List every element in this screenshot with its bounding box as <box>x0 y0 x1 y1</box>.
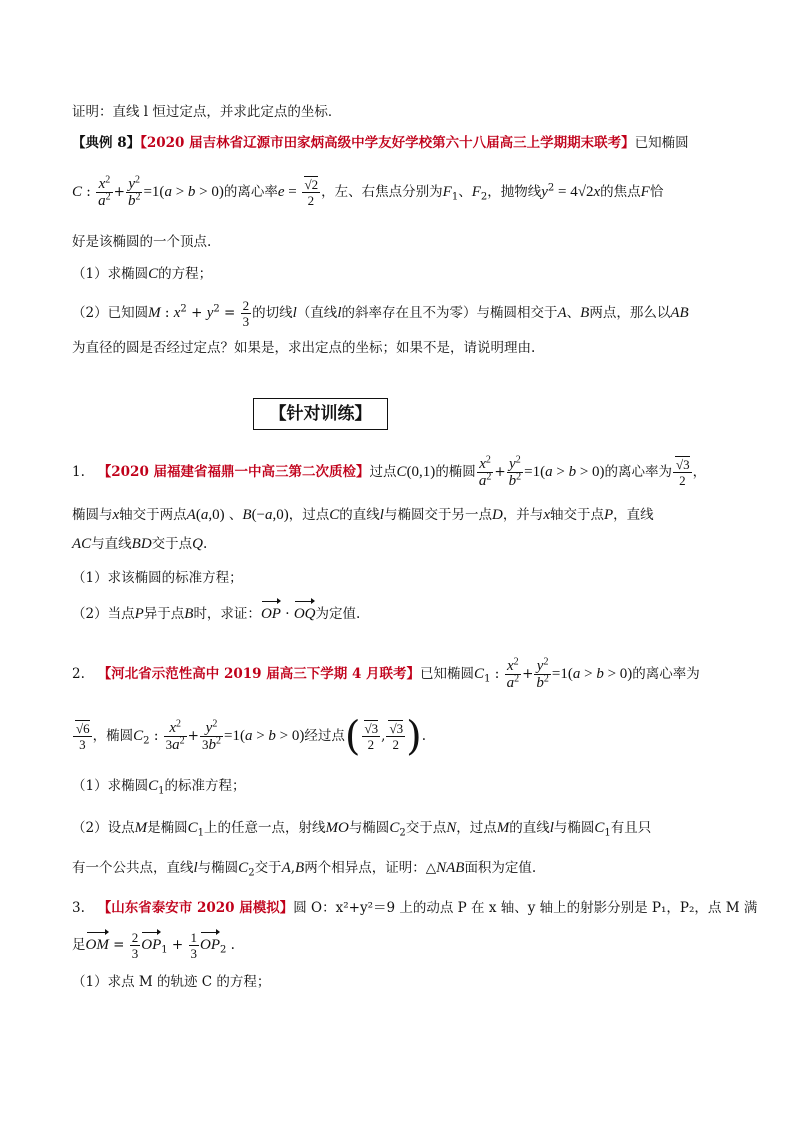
problem-3-question-1: （1）求点 M 的轨迹 C 的方程； <box>72 974 271 990</box>
problem-3-line-2: 足OM = $\frac{2}{3}$ $OP_1$ + $\frac{1}{3}$ $OP_2$ . <box>72 930 235 961</box>
problem-1-line-2: 椭圆与x轴交于两点A(a,0) 、B(−a,0)，过点C的直线l与椭圆交于另一点D，并与x轴交于点P，直线 <box>72 507 654 523</box>
problem-2-question-2-cont: 有一个公共点，直线l与椭圆$C_2$交于A,B两个相异点，证明：△NAB面积为定值. <box>72 860 537 879</box>
problem-2-line-1: 2. 【河北省示范性高中 2019 届高三下学期 4 月联考】已知椭圆$C_1$ : $\frac{x^2}{a^2}$ + $\frac{y^2}{b^2}$ =1(a > b > 0)的离心率为 <box>72 656 700 691</box>
example-8-ellipse-line: C : $\frac{x^2}{a^2}$ + $\frac{y^2}{b^2}$ =1(a > b > 0)的离心率e = $\frac{√2}{2}$ ，左、右焦点分别为$F_1$、$F_2$，抛物线$y^2 = 4√2x$的焦点F恰 <box>72 174 664 209</box>
example-8-question-2: （2）已知圆M : $x^2 + y^2$ = $\frac{2}{3}$ 的切线l（直线l的斜率存在且不为零）与椭圆相交于A、B两点，那么以AB <box>72 298 689 329</box>
example-8-header: 【典例 8】【2020 届吉林省辽源市田家炳高级中学友好学校第六十八届高三上学期期末联考】已知椭圆 <box>72 135 689 151</box>
proof-line: 证明：直线 l 恒过定点，并求此定点的坐标． <box>72 104 342 120</box>
problem-1-line-1: 1. 【2020 届福建省福鼎一中高三第二次质检】过点C(0,1)的椭圆 $\frac{x^2}{a^2}$ + $\frac{y^2}{b^2}$ =1(a > b > 0)的离心率为 $\frac{√3}{2}$ ， <box>72 454 707 489</box>
problem-1-question-2: （2）当点P异于点B时，求证：OP · OQ为定值. <box>72 606 361 622</box>
section-title: 【针对训练】 <box>253 398 388 430</box>
problem-1-source: 【2020 届福建省福鼎一中高三第二次质检】 <box>97 464 370 480</box>
example-8-question-2-cont: 为直径的圆是否经过定点？如果是，求出定点的坐标；如果不是，请说明理由. <box>72 340 536 356</box>
problem-1-question-1: （1）求该椭圆的标准方程； <box>72 570 243 586</box>
example-8-tag: 【典例 8】 <box>72 135 141 151</box>
problem-3-line-1: 3. 【山东省泰安市 2020 届模拟】圆 O：x²+y²＝9 上的动点 P 在 x 轴、y 轴上的射影分别是 P₁，P₂，点 M 满 <box>72 900 758 916</box>
problem-3-source: 【山东省泰安市 2020 届模拟】 <box>97 900 294 916</box>
problem-2-question-1: （1）求椭圆$C_1$的标准方程； <box>72 778 246 797</box>
problem-1-line-3: AC与直线BD交于点Q. <box>72 536 208 552</box>
example-8-source: 【2020 届吉林省辽源市田家炳高级中学友好学校第六十八届高三上学期期末联考】 <box>140 135 635 151</box>
problem-2-line-2: $\frac{√6}{3}$ ，椭圆$C_2$ : $\frac{x^2}{3a^2}$ + $\frac{y^2}{3b^2}$ =1(a > b > 0)经过点( $\frac{√3}{2}$ , $\frac{√3}{2}$ ). <box>72 720 734 753</box>
problem-2-source: 【河北省示范性高中 2019 届高三下学期 4 月联考】 <box>97 666 421 682</box>
problem-2-question-2: （2）设点M是椭圆$C_1$上的任意一点，射线MO与椭圆$C_2$交于点N，过点M的直线l与椭圆$C_1$有且只 <box>72 820 652 839</box>
example-8-question-1: （1）求椭圆C的方程； <box>72 266 213 282</box>
example-8-line-3: 好是该椭圆的一个顶点. <box>72 234 212 250</box>
